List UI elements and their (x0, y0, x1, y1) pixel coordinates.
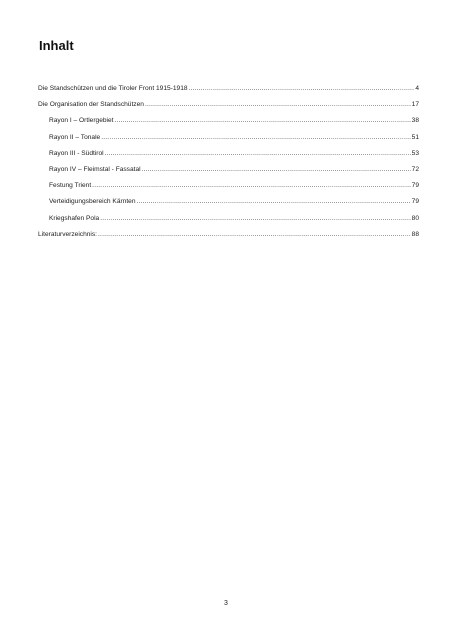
table-of-contents (38, 86, 419, 248)
toc-dot-leader (101, 135, 410, 142)
toc-dot-leader (189, 86, 415, 93)
toc-entry[interactable] (38, 167, 419, 183)
toc-entry[interactable] (38, 118, 419, 134)
toc-dot-leader (92, 183, 411, 190)
page-number: 3 (224, 600, 228, 607)
toc-dot-leader (137, 199, 411, 206)
toc-entry-label: Festung Trient (49, 182, 92, 190)
toc-entry-label: Rayon I – Ortlergebiet (49, 117, 114, 125)
page-title: Inhalt (39, 38, 74, 53)
toc-entry[interactable] (38, 102, 419, 118)
toc-entry-page: 72 (411, 165, 419, 173)
toc-entry-label: Die Standschützen und die Tiroler Front 1915-1918 (38, 85, 188, 92)
toc-entry-label: Rayon II – Tonale (49, 133, 101, 141)
toc-dot-leader (105, 151, 411, 158)
toc-dot-leader (145, 102, 411, 109)
toc-dot-leader (100, 216, 410, 223)
toc-entry-page: 80 (411, 214, 419, 222)
toc-entry-page: 17 (411, 101, 419, 109)
toc-entry[interactable] (38, 216, 419, 232)
toc-entry-page: 53 (411, 149, 419, 157)
toc-entry-label: Kriegshafen Pola (49, 214, 100, 222)
toc-entry[interactable] (38, 151, 419, 167)
toc-entry[interactable] (38, 86, 419, 102)
toc-entry-page: 4 (415, 85, 419, 92)
toc-entry-page: 38 (411, 117, 419, 125)
toc-entry[interactable] (38, 232, 419, 248)
toc-entry-label: Rayon III - Südtirol (49, 149, 104, 157)
toc-entry[interactable] (38, 199, 419, 215)
toc-entry[interactable] (38, 183, 419, 199)
toc-dot-leader (98, 232, 411, 239)
toc-entry[interactable] (38, 135, 419, 151)
toc-entry-label: Die Organisation der Standschützen (38, 101, 144, 109)
toc-dot-leader (115, 118, 411, 125)
toc-entry-page: 79 (411, 182, 419, 190)
toc-entry-label: Literaturverzeichnis: (38, 230, 98, 238)
toc-entry-page: 88 (411, 230, 419, 238)
toc-dot-leader (142, 167, 411, 174)
toc-entry-label: Rayon IV – Fleimstal - Fassatal (49, 165, 141, 173)
toc-entry-page: 79 (411, 198, 419, 206)
toc-entry-page: 51 (411, 133, 419, 141)
toc-entry-label: Verteidigungsbereich Kärnten (49, 198, 136, 206)
